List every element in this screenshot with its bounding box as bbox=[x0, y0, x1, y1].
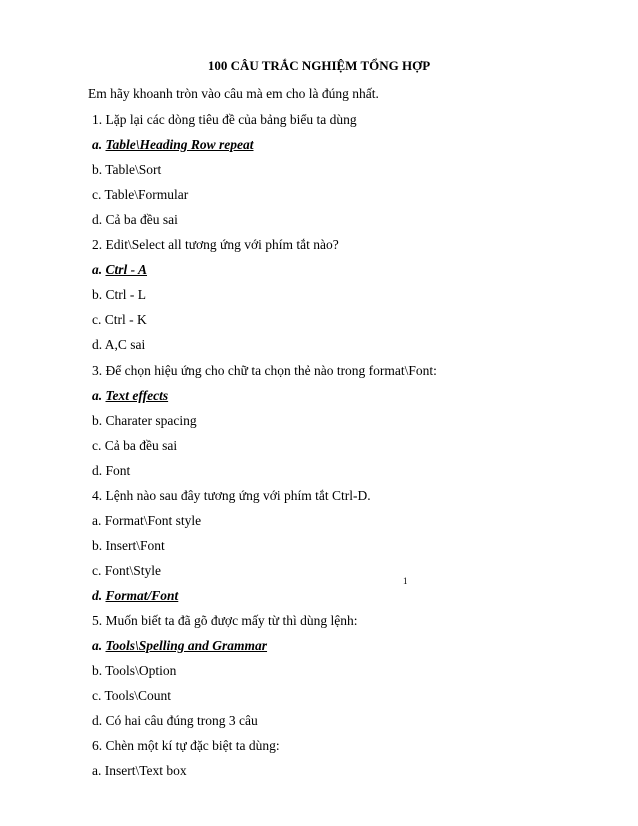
question-line: d. A,C sai bbox=[92, 337, 146, 352]
instruction-text: Em hãy khoanh tròn vào câu mà em cho là đúng nhất. bbox=[88, 86, 379, 101]
correct-answer-line bbox=[92, 137, 254, 153]
question-line: d. Có hai câu đúng trong 3 câu bbox=[92, 713, 258, 728]
answer-text: Ctrl - A bbox=[105, 262, 148, 277]
question-line: 4. Lệnh nào sau đây tương ứng với phím tắt Ctrl-D. bbox=[92, 488, 371, 503]
correct-answer-line bbox=[92, 588, 178, 604]
question-line: b. Insert\Font bbox=[92, 538, 165, 553]
answer-prefix: a. bbox=[92, 262, 106, 277]
answer-text: Text effects bbox=[105, 388, 169, 403]
question-line: d. Font bbox=[92, 463, 131, 478]
answer-text: Table\Heading Row repeat bbox=[105, 137, 254, 152]
question-line: 6. Chèn một kí tự đặc biệt ta dùng: bbox=[92, 738, 280, 753]
question-line: c. Cả ba đều sai bbox=[92, 438, 178, 453]
question-line: a. Format\Font style bbox=[92, 513, 202, 528]
answer-prefix: a. bbox=[92, 137, 106, 152]
question-line: a. Insert\Text box bbox=[92, 763, 187, 778]
question-line: 2. Edit\Select all tương ứng với phím tắt nào? bbox=[92, 237, 339, 252]
page-number: 1 bbox=[403, 576, 408, 586]
question-line: c. Ctrl - K bbox=[92, 312, 147, 327]
question-line: 3. Để chọn hiệu ứng cho chữ ta chọn thẻ nào trong format\Font: bbox=[92, 363, 437, 378]
question-line: b. Ctrl - L bbox=[92, 287, 146, 302]
document-title: 100 CÂU TRẮC NGHIỆM TỔNG HỢP bbox=[207, 58, 431, 73]
correct-answer-line bbox=[92, 262, 147, 278]
answer-text: Format/Font bbox=[105, 588, 179, 603]
correct-answer-line bbox=[92, 388, 168, 404]
question-line: b. Table\Sort bbox=[92, 162, 162, 177]
answer-prefix: a. bbox=[92, 638, 106, 653]
answer-text: Tools\Spelling and Grammar bbox=[105, 638, 268, 653]
question-line: d. Cả ba đều sai bbox=[92, 212, 178, 227]
question-line: 5. Muốn biết ta đã gõ được mấy từ thì dùng lệnh: bbox=[92, 613, 358, 628]
answer-prefix: a. bbox=[92, 388, 106, 403]
answer-prefix: d. bbox=[92, 588, 106, 603]
question-line: b. Tools\Option bbox=[92, 663, 177, 678]
question-line: c. Tools\Count bbox=[92, 688, 172, 703]
question-line: 1. Lặp lại các dòng tiêu đề của bảng biểu ta dùng bbox=[92, 112, 357, 127]
question-line: b. Charater spacing bbox=[92, 413, 197, 428]
question-line: c. Table\Formular bbox=[92, 187, 189, 202]
correct-answer-line bbox=[92, 638, 267, 654]
question-line: c. Font\Style bbox=[92, 563, 162, 578]
